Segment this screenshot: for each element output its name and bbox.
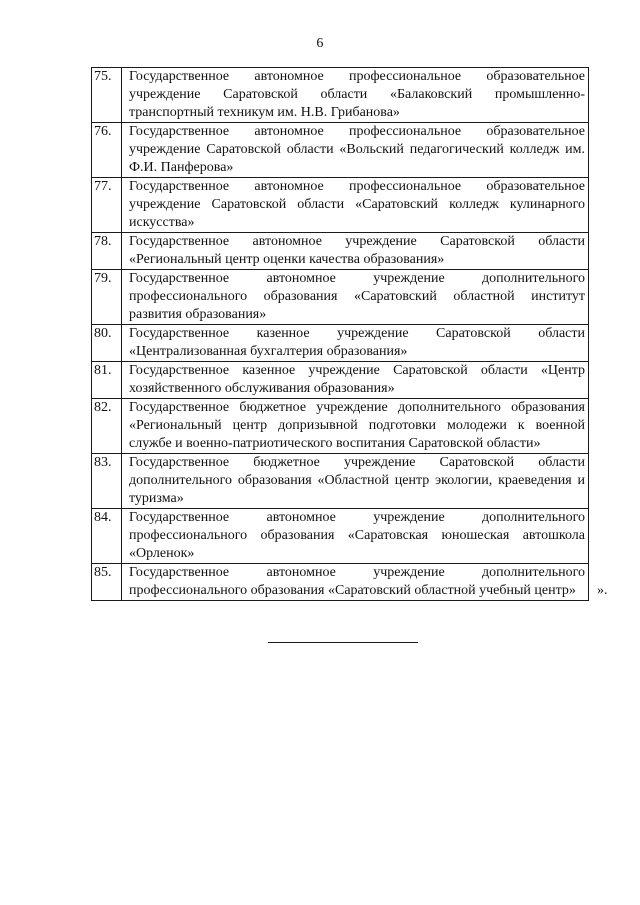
institutions-table bbox=[91, 67, 589, 601]
institution-name: Государственное казенное учреждение Саратовской области «Центр хозяйственного обслуживания образования» bbox=[122, 362, 589, 399]
table-row bbox=[92, 509, 589, 564]
row-number: 83. bbox=[92, 454, 122, 509]
table-row bbox=[92, 233, 589, 270]
table-row bbox=[92, 68, 589, 123]
institution-name: Государственное автономное профессиональное образовательное учреждение Саратовской области «Вольский педагогический колледж им. Ф.И. Панферова» bbox=[122, 123, 589, 178]
page-number: 6 bbox=[316, 36, 324, 51]
row-number: 82. bbox=[92, 399, 122, 454]
row-number: 78. bbox=[92, 233, 122, 270]
institution-name: Государственное бюджетное учреждение дополнительного образования «Региональный центр допризывной подготовки молодежи к военной службе и военно-патриотического воспитания Саратовской области» bbox=[122, 399, 589, 454]
table-row bbox=[92, 454, 589, 509]
row-number: 85. bbox=[92, 564, 122, 601]
table-row bbox=[92, 178, 589, 233]
row-number: 76. bbox=[92, 123, 122, 178]
closing-quote-mark: ». bbox=[597, 583, 608, 598]
table-row bbox=[92, 325, 589, 362]
table-row bbox=[92, 123, 589, 178]
table-row bbox=[92, 270, 589, 325]
institution-name: Государственное автономное учреждение дополнительного профессионального образования «Саратовский областной учебный центр» bbox=[122, 564, 589, 601]
institution-name: Государственное автономное учреждение дополнительного профессионального образования «Саратовский областной институт развития образования» bbox=[122, 270, 589, 325]
institution-name: Государственное казенное учреждение Саратовской области «Централизованная бухгалтерия образования» bbox=[122, 325, 589, 362]
row-number: 84. bbox=[92, 509, 122, 564]
institution-name: Государственное автономное профессиональное образовательное учреждение Саратовской области «Балаковский промышленно-транспортный техникум им. Н.В. Грибанова» bbox=[122, 68, 589, 123]
institution-name: Государственное автономное профессиональное образовательное учреждение Саратовской области «Саратовский колледж кулинарного искусства» bbox=[122, 178, 589, 233]
table-row bbox=[92, 564, 589, 601]
institution-name: Государственное автономное учреждение дополнительного профессионального образования «Саратовская юношеская автошкола «Орленок» bbox=[122, 509, 589, 564]
row-number: 81. bbox=[92, 362, 122, 399]
institution-name: Государственное автономное учреждение Саратовской области «Региональный центр оценки качества образования» bbox=[122, 233, 589, 270]
row-number: 79. bbox=[92, 270, 122, 325]
table-row bbox=[92, 399, 589, 454]
row-number: 77. bbox=[92, 178, 122, 233]
row-number: 80. bbox=[92, 325, 122, 362]
institution-name: Государственное бюджетное учреждение Саратовской области дополнительного образования «Областной центр экологии, краеведения и туризма» bbox=[122, 454, 589, 509]
row-number: 75. bbox=[92, 68, 122, 123]
table-row bbox=[92, 362, 589, 399]
end-divider-line bbox=[268, 642, 418, 643]
